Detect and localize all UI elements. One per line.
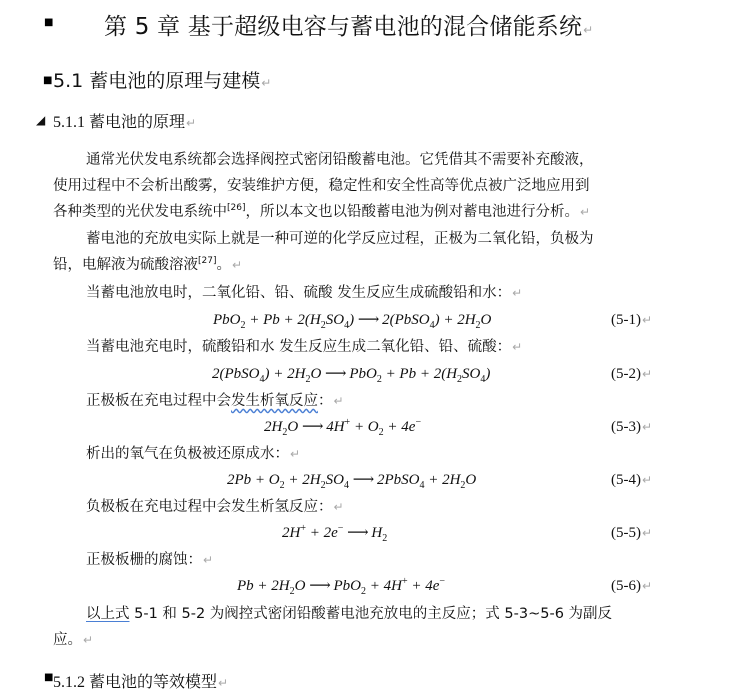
subsection-title	[53, 109, 196, 132]
equation-5-4: $2Pb + O_2 + 2H_2SO_4$ ⟶ 2PbSO$_4$ + $2H_2O$	[227, 472, 477, 491]
paragraph-mark: ↵	[642, 579, 653, 593]
citation-ref[interactable]: [27]	[198, 256, 217, 267]
text: 应。	[53, 632, 82, 648]
equation-number	[611, 578, 652, 595]
paragraph-line	[86, 280, 522, 306]
paragraph-mark: ↵	[290, 447, 301, 461]
text: (5-1)	[611, 312, 641, 328]
paragraph-mark: ↵	[186, 116, 197, 130]
heading-bullet: ■	[44, 672, 54, 683]
paragraph-line	[86, 334, 522, 360]
section-title-text: 5.1 蓄电池的原理与建模	[53, 70, 261, 92]
paragraph-mark: ↵	[333, 394, 344, 408]
paragraph-mark: ↵	[83, 633, 94, 647]
paragraph-mark: ↵	[642, 526, 653, 540]
text: 5-1 和 5-2 为阀控式密闭铅酸蓄电池充放电的主反应；式 5-3~5-6 为副反	[129, 606, 613, 622]
heading-bullet: ■	[43, 75, 53, 86]
citation-ref[interactable]: [26]	[227, 203, 246, 214]
equation-number	[611, 525, 652, 542]
paragraph-line	[53, 173, 590, 199]
paragraph-line	[86, 494, 344, 520]
paragraph-mark: ↵	[203, 553, 214, 567]
equation-5-5: 2H+ + 2e− ⟶ $H_2$	[282, 523, 388, 544]
paragraph-line	[86, 147, 594, 173]
paragraph-mark: ↵	[642, 473, 653, 487]
text: (5-3)	[611, 419, 641, 435]
paragraph-mark: ↵	[512, 340, 523, 354]
paragraph-line	[86, 441, 300, 467]
grammar-flagged-text[interactable]: 发生析氧反应	[231, 393, 318, 409]
equation-number	[611, 312, 652, 329]
grammar-flagged-text[interactable]: 以上式	[86, 606, 130, 622]
paragraph-mark: ↵	[579, 205, 591, 219]
equation-number	[611, 472, 652, 489]
paragraph-line	[86, 388, 344, 414]
paragraph-mark: ↵	[583, 23, 594, 37]
text: ，所以本文也以铅酸蓄电池为例对蓄电池进行分析。	[245, 204, 579, 220]
paragraph-line	[86, 226, 594, 252]
text: 。	[216, 257, 231, 273]
text: 负极板在充电过程中会发生析氢反应：	[86, 499, 333, 515]
collapse-icon[interactable]: ◢	[36, 113, 46, 127]
equation-number	[611, 366, 652, 383]
equation-5-2: 2(PbSO$_4$) + $2H_2O$ ⟶ $PbO_2 + Pb + 2(H_2SO_4)$	[212, 366, 491, 385]
paragraph-line	[53, 199, 590, 225]
section-title	[53, 66, 271, 93]
equation-5-3: $2H_2O$ ⟶ $4H^+ + O_2 + 4e^-$	[264, 417, 422, 438]
text: (5-2)	[611, 366, 641, 382]
paragraph-mark: ↵	[261, 76, 272, 90]
equation-5-6: $Pb + 2H_2O$ ⟶ PbO$_2$ + 4H+ + 4e−	[237, 576, 446, 597]
text: 正极板在充电过程中会	[86, 393, 231, 409]
paragraph-line	[53, 627, 93, 653]
subsection-title	[53, 669, 228, 692]
paragraph-line	[86, 547, 213, 573]
text: 铅，电解液为硫酸溶液	[53, 257, 198, 273]
subsection-title-text: 5.1.2 蓄电池的等效模型	[53, 674, 218, 691]
text: 蓄电池的充放电实际上就是一种可逆的化学反应过程，正极为二氧化铅，负极为	[86, 231, 594, 247]
text: (5-4)	[611, 472, 641, 488]
equation-5-1: $PbO_2 + Pb + 2(H_2SO_4)$ ⟶ 2(PbSO$_4$) + $2H_2O$	[213, 312, 492, 331]
paragraph-mark: ↵	[218, 676, 229, 690]
paragraph-line	[53, 252, 242, 278]
text: 析出的氧气在负极被还原成水：	[86, 446, 289, 462]
paragraph-mark: ↵	[642, 367, 653, 381]
text: 当蓄电池充电时，硫酸铅和水 发生反应生成二氧化铅、铅、硫酸：	[86, 339, 512, 355]
paragraph-line	[86, 601, 612, 627]
text: 正极板栅的腐蚀：	[86, 552, 202, 568]
text: 各种类型的光伏发电系统中	[53, 204, 227, 220]
paragraph-mark: ↵	[231, 258, 243, 272]
chapter-title-text: 第 5 章 基于超级电容与蓄电池的混合储能系统	[104, 14, 583, 40]
paragraph-mark: ↵	[512, 286, 523, 300]
text: (5-5)	[611, 525, 641, 541]
text: 通常光伏发电系统都会选择阀控式密闭铅酸蓄电池。它凭借其不需要补充酸液，	[86, 152, 594, 168]
subsection-title-text: 5.1.1 蓄电池的原理	[53, 114, 186, 131]
paragraph-mark: ↵	[642, 420, 653, 434]
text: 使用过程中不会析出酸雾，安装维护方便，稳定性和安全性高等优点被广泛地应用到	[53, 178, 590, 194]
text: (5-6)	[611, 578, 641, 594]
text: ：	[318, 393, 333, 409]
equation-number	[611, 419, 652, 436]
heading-bullet: ■	[44, 17, 54, 28]
paragraph-mark: ↵	[333, 500, 344, 514]
text: 当蓄电池放电时，二氧化铅、铅、硫酸 发生反应生成硫酸铅和水：	[86, 285, 512, 301]
paragraph-mark: ↵	[642, 313, 653, 327]
chapter-title	[104, 8, 593, 41]
